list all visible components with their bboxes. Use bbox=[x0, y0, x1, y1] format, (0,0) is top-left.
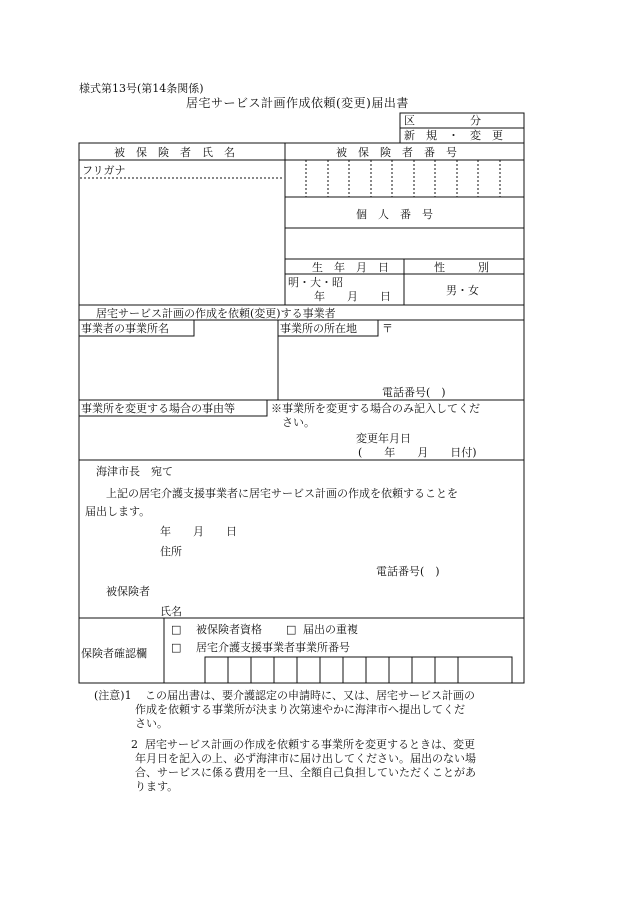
form-title: 居宅サービス計画作成依頼(変更)届出書 bbox=[186, 96, 409, 110]
furigana-label: フリガナ bbox=[82, 164, 126, 177]
office-address-label: 事業所の所在地 bbox=[280, 322, 357, 335]
insured-name-field[interactable] bbox=[82, 180, 282, 302]
note2-line3: 合、サービスに係る費用を一旦、全額自己負担していただくことがあ bbox=[135, 766, 476, 779]
gender-options[interactable]: 男・女 bbox=[446, 284, 479, 297]
duplicate-label: 届出の重複 bbox=[303, 623, 358, 636]
office-number-label: 居宅介護支援事業者事業所番号 bbox=[196, 641, 350, 654]
note2-number: 2 bbox=[131, 738, 138, 751]
note2-line4: ります。 bbox=[135, 780, 179, 793]
office-phone-label: 電話番号( ) bbox=[382, 386, 446, 399]
insured-label: 被保険者 bbox=[106, 585, 150, 598]
address-label: 住所 bbox=[160, 545, 182, 558]
note1-line1: この届出書は、要介護認定の申請時に、又は、居宅サービス計画の bbox=[145, 689, 475, 702]
declaration-line2: 届出します。 bbox=[85, 505, 151, 518]
insured-qualification-label: 被保険者資格 bbox=[196, 623, 262, 636]
signature-name-field[interactable] bbox=[190, 603, 510, 617]
note2-line1: 居宅サービス計画の作成を依頼する事業所を変更するときは、変更 bbox=[145, 738, 475, 751]
declaration-phone-label: 電話番号( ) bbox=[376, 565, 440, 578]
insured-number-header: 被 保 険 者 番 号 bbox=[336, 146, 457, 159]
insured-number-field[interactable] bbox=[286, 161, 523, 196]
insured-name-header: 被 保 険 者 氏 名 bbox=[114, 146, 235, 159]
declaration-date[interactable]: 年 月 日 bbox=[160, 525, 237, 538]
classification-value: 新 規 ・ 変 更 bbox=[404, 129, 503, 142]
office-name-label: 事業者の事業所名 bbox=[81, 322, 169, 335]
change-note-line2: さい。 bbox=[282, 416, 315, 429]
office-name-field[interactable] bbox=[81, 338, 276, 398]
note1-line3: さい。 bbox=[135, 717, 168, 730]
change-date-format[interactable]: ( 年 月 日付) bbox=[358, 446, 477, 459]
birthdate-header: 生 年 月 日 bbox=[312, 261, 389, 274]
checkbox-office-number[interactable]: □ bbox=[171, 641, 182, 654]
checkbox-insured-qualification[interactable]: □ bbox=[171, 623, 182, 636]
change-note-line1: ※事業所を変更する場合のみ記入してくだ bbox=[271, 402, 480, 415]
notes-prefix: (注意)1 bbox=[94, 689, 132, 702]
insurer-check-label: 保険者確認欄 bbox=[81, 647, 147, 660]
signature-name-label: 氏名 bbox=[160, 605, 182, 618]
personal-number-field[interactable] bbox=[286, 229, 523, 258]
change-reason-label: 事業所を変更する場合の事由等 bbox=[81, 402, 235, 415]
change-reason-field[interactable] bbox=[81, 418, 271, 458]
address-field[interactable] bbox=[190, 543, 510, 559]
note1-line2: 作成を依頼する事業所が決まり次第速やかに海津市へ提出してくだ bbox=[135, 703, 465, 716]
personal-number-label: 個 人 番 号 bbox=[356, 208, 433, 221]
provider-section-label: 居宅サービス計画の作成を依頼(変更)する事業者 bbox=[96, 307, 336, 320]
note2-line2: 年月日を記入の上、必ず海津市に届け出してください。届出のない場 bbox=[135, 752, 476, 765]
declaration-line1: 上記の居宅介護支援事業者に居宅サービス計画の作成を依頼することを bbox=[106, 487, 458, 500]
checkbox-duplicate[interactable]: □ bbox=[286, 623, 297, 636]
office-address-field[interactable] bbox=[394, 322, 522, 382]
gender-header: 性 別 bbox=[434, 261, 489, 274]
addressee: 海津市長 宛て bbox=[96, 465, 173, 478]
form-number: 様式第13号(第14条関係) bbox=[79, 82, 204, 95]
birthdate-units: 年 月 日 bbox=[314, 290, 391, 303]
postal-mark: 〒 bbox=[382, 322, 393, 335]
era-options[interactable]: 明・大・昭 bbox=[288, 276, 343, 289]
classification-label: 区 分 bbox=[404, 114, 481, 127]
change-date-label: 変更年月日 bbox=[356, 432, 411, 445]
